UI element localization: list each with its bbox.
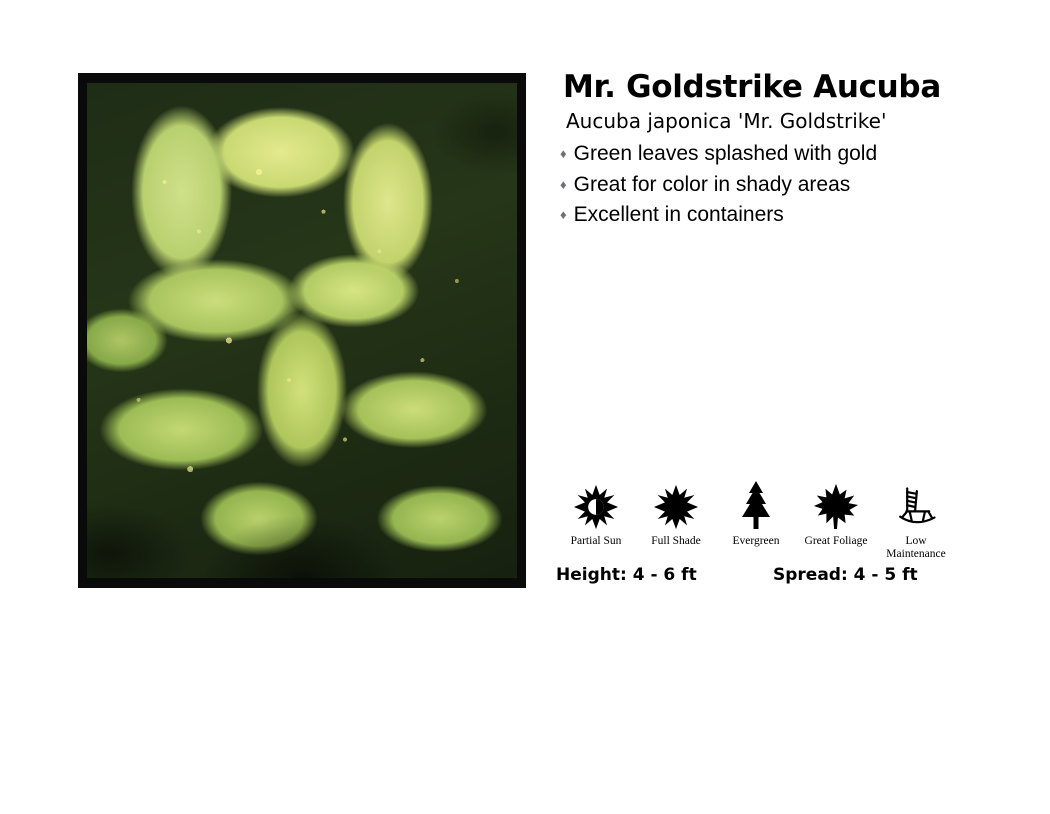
foliage-artwork	[87, 83, 517, 578]
plant-photo-frame	[78, 73, 526, 588]
plant-feature-list	[560, 139, 1030, 232]
attribute-full-shade	[636, 478, 716, 548]
feature-text: Green leaves splashed with gold	[573, 141, 878, 165]
diamond-bullet-icon: ♦	[560, 145, 567, 161]
partial-sun-icon	[573, 478, 619, 530]
list-item	[560, 139, 1030, 170]
plant-photo	[87, 83, 517, 578]
attribute-label: Great Foliage	[804, 535, 868, 547]
feature-text: Great for color in shady areas	[573, 172, 851, 196]
plant-attribute-icons	[556, 478, 956, 561]
list-item	[560, 200, 1030, 231]
list-item	[560, 170, 1030, 201]
attribute-label: Full Shade	[651, 535, 701, 547]
full-shade-icon	[653, 478, 699, 530]
rocking-chair-icon	[894, 478, 938, 530]
evergreen-tree-icon	[736, 478, 776, 530]
plant-spread: Spread: 4 - 5 ft	[773, 565, 918, 585]
attribute-label: Low Maintenance	[886, 535, 946, 560]
maple-leaf-icon	[812, 478, 860, 530]
attribute-low-maintenance	[876, 478, 956, 561]
plant-botanical-name: Aucuba japonica 'Mr. Goldstrike'	[566, 108, 887, 133]
attribute-label: Partial Sun	[570, 535, 622, 547]
attribute-partial-sun	[556, 478, 636, 548]
diamond-bullet-icon: ♦	[560, 207, 567, 223]
plant-info	[560, 70, 1030, 231]
attribute-great-foliage	[796, 478, 876, 548]
feature-text: Excellent in containers	[573, 203, 784, 227]
diamond-bullet-icon: ♦	[560, 176, 567, 192]
plant-height: Height: 4 - 6 ft	[556, 565, 697, 585]
plant-common-name: Mr. Goldstrike Aucuba	[563, 69, 941, 105]
attribute-evergreen	[716, 478, 796, 548]
attribute-label: Evergreen	[732, 535, 780, 547]
